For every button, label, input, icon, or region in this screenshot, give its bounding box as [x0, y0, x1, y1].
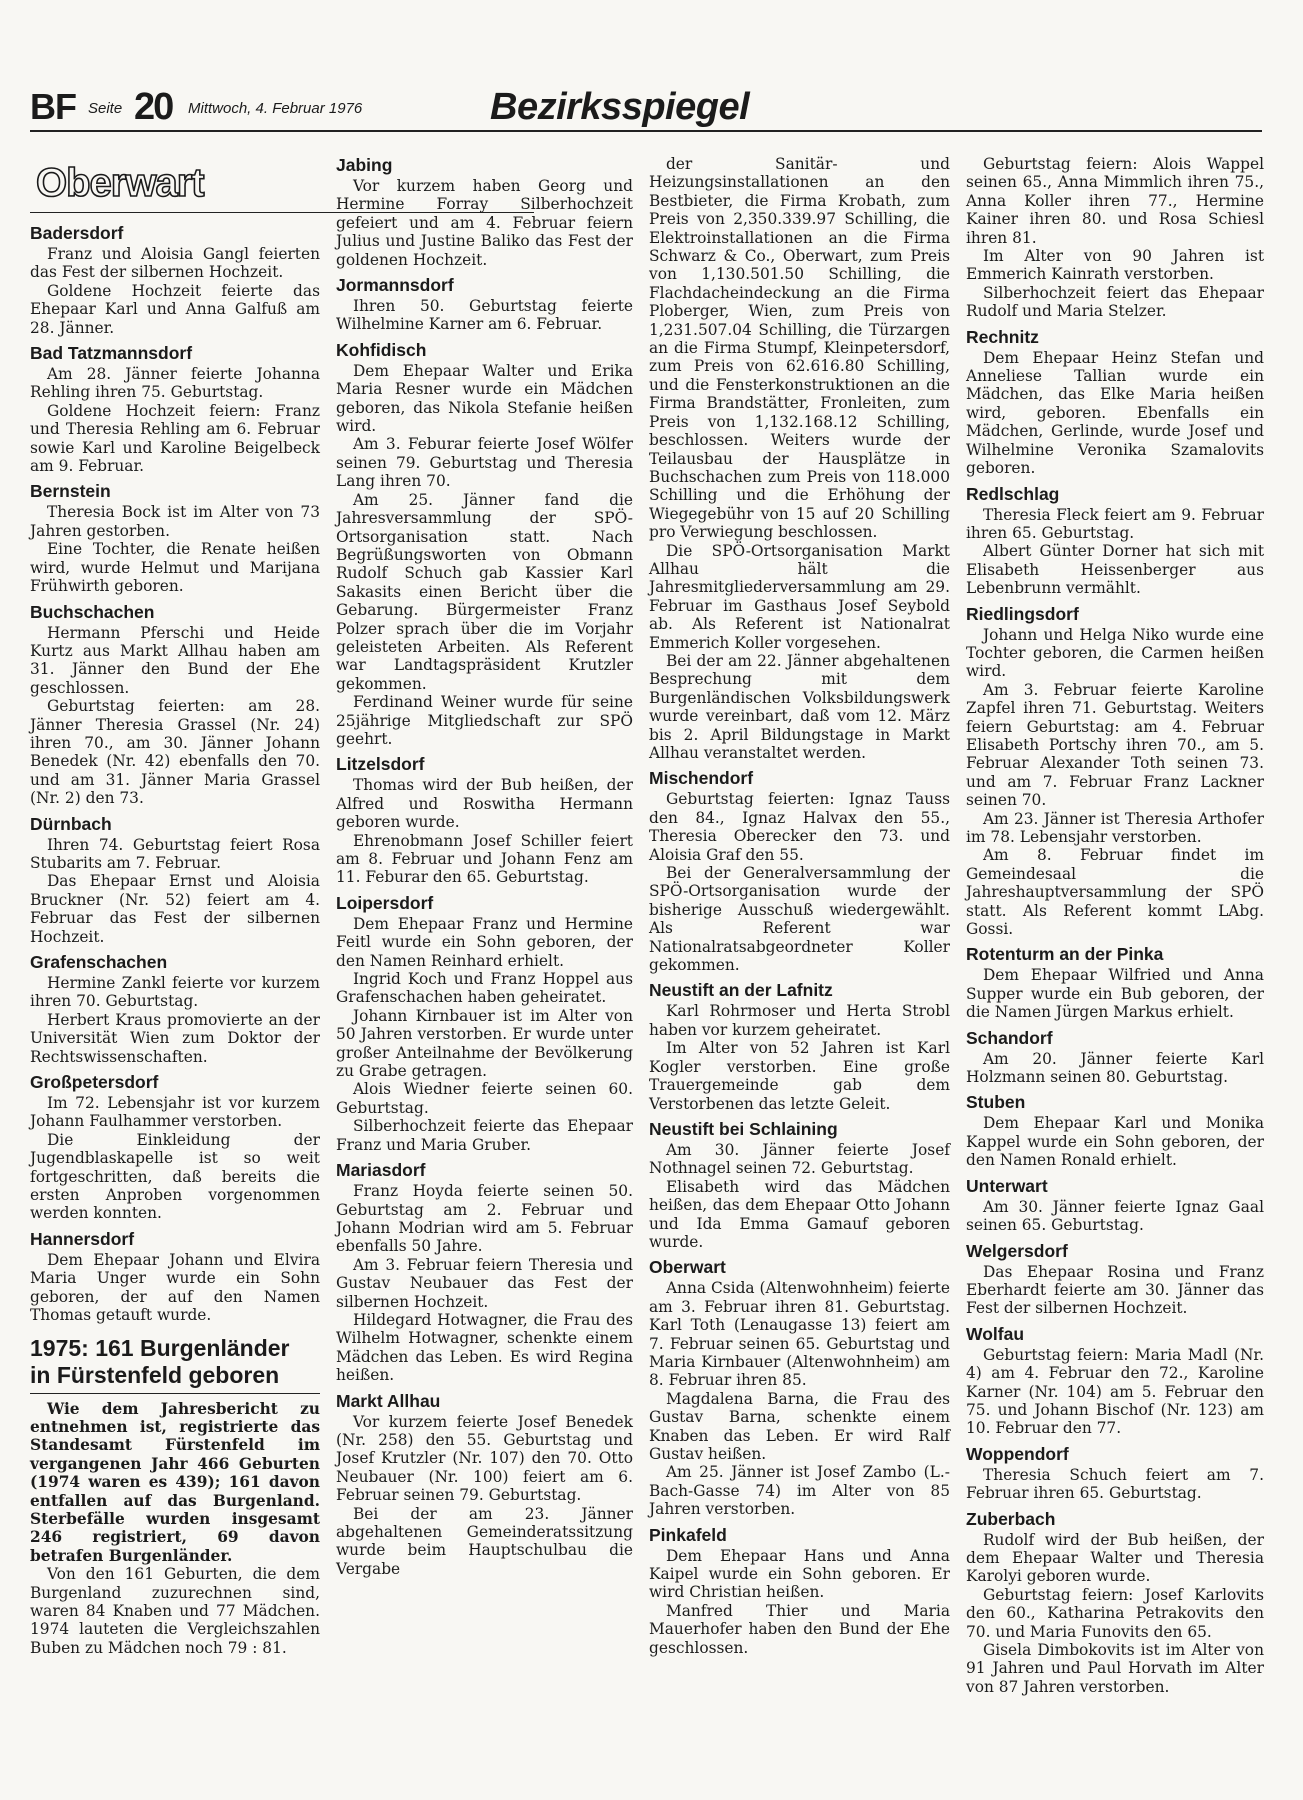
news-paragraph: Am 20. Jänner feierte Karl Holzmann seinen 80. Geburtstag.: [966, 1049, 1264, 1087]
column-4: [966, 155, 1264, 1702]
news-paragraph: Geburtstag feiern: Josef Karlovits den 60., Katharina Petrakovits den 70. und Maria Funovits den 65.: [966, 1585, 1264, 1641]
town-heading: Pinkafeld: [649, 1524, 727, 1545]
news-paragraph: Ihren 74. Geburtstag feiert Rosa Stubarits am 7. Februar.: [30, 835, 320, 872]
feature-title-line2: in Fürstenfeld geboren: [30, 1361, 280, 1388]
news-paragraph: Im 72. Lebensjahr ist vor kurzem Johann Faulhammer verstorben.: [30, 1094, 320, 1131]
news-paragraph: Vor kurzem feierte Josef Benedek (Nr. 258) den 55. Geburtstag und Josef Krutzler (Nr. 107) den 70. Otto Neubauer (Nr. 100) feiert am 6. Februar seinen 79. Geburtstag.: [336, 1412, 633, 1505]
news-paragraph: Geburtstag feiern: Maria Madl (Nr. 4) am 4. Februar den 72., Karoline Karner (Nr. 104) am 5. Februar den 75. und Johann Bischof (Nr. 123) am 10. Februar den 77.: [966, 1345, 1264, 1438]
news-item: [649, 155, 950, 762]
news-paragraph: Bei der am 23. Jänner abgehaltenen Gemeinderatssitzung wurde beim Hauptschulbau die Vergabe: [336, 1504, 633, 1578]
column-2: [336, 155, 633, 1584]
news-paragraph: Bei der Generalversammlung der SPÖ-Ortsorganisation wurde der bisherige Ausschuß wiedergewählt. Als Referent war Nationalratsabgeordneter Koller gekommen.: [649, 864, 950, 975]
news-item: [966, 155, 1264, 321]
feature-divider: [30, 1393, 320, 1394]
page-number: 20: [134, 86, 173, 128]
town-heading: Riedlingsdorf: [966, 603, 1079, 624]
town-heading: Bernstein: [30, 481, 111, 502]
town-heading: Oberwart: [649, 1257, 726, 1278]
town-heading: Grafenschachen: [30, 952, 168, 972]
news-paragraph: Herbert Kraus promovierte an der Universität Wien zum Doktor der Rechtswissenschaften.: [30, 1010, 320, 1066]
news-paragraph: Im Alter von 52 Jahren ist Karl Kogler verstorben. Eine große Trauergemeinde gab dem Verstorbenen das letzte Geleit.: [649, 1039, 950, 1113]
town-heading: Rechnitz: [966, 326, 1039, 347]
news-item: [649, 1525, 950, 1657]
news-paragraph: Die Einkleidung der Jugendblaskapelle ist so weit fortgeschritten, daß bereits die ersten Anproben vorgenommen werden konnten.: [30, 1130, 320, 1223]
page-label: Seite: [88, 100, 123, 117]
news-item: [336, 275, 633, 334]
news-item: [966, 1028, 1264, 1087]
news-paragraph: Alois Wiedner feierte seinen 60. Geburtstag.: [336, 1080, 633, 1117]
news-item: [30, 481, 320, 595]
news-paragraph: Am 3. Februar feiern Theresia und Gustav Neubauer das Fest der silbernen Hochzeit.: [336, 1255, 633, 1311]
town-heading: Welgersdorf: [966, 1240, 1068, 1261]
news-item: [336, 155, 633, 269]
feature-lead: Wie dem Jahresbericht zu entnehmen ist, registrierte das Standesamt Fürstenfeld im vergangenen Jahr 466 Geburten (1974 waren es 439); 161 davon entfallen auf das Burgenland. Sterbefälle wurden insgesamt 246 registriert, 69 davon betrafen Burgenländer.: [30, 1399, 320, 1565]
town-heading: Neustift an der Lafnitz: [649, 980, 833, 1001]
news-paragraph: Geburtstag feiern: Alois Wappel seinen 65., Anna Mimmlich ihren 75., Anna Koller ihren 77., Hermine Kainer ihren 80. und Rosa Schiesl ihren 81.: [966, 155, 1264, 247]
news-paragraph: Johann Kirnbauer ist im Alter von 50 Jahren verstorben. Er wurde unter großer Anteilnahme der Bevölkerung zu Grabe getragen.: [336, 1006, 633, 1081]
town-heading: Litzelsdorf: [336, 754, 425, 775]
newspaper-logo: BF: [30, 86, 76, 127]
news-paragraph: Dem Ehepaar Johann und Elvira Maria Unger wurde ein Sohn geboren, der auf den Namen Thomas getauft wurde.: [30, 1250, 320, 1325]
news-item: [649, 768, 950, 974]
town-heading: Badersdorf: [30, 223, 124, 243]
news-paragraph: der Sanitär- und Heizungsinstallationen an den Bestbieter, die Firma Krobath, zum Preis von 2,350.339.97 Schilling, die Elektroinstallationen an die Firma Schwarz & Co., Oberwart, zum Preis von 1,130.501.50 Schilling, die Flachdacheindeckung an die Firma Ploberger, Wien, zum Preis von 1,231.507.04 Schilling, die Türzargen an die Firma Stumpf, Kleinpetersdorf, zum Preis von 62.616.80 Schilling, und die Fensterkonstruktionen an die Firma Brandstätter, Fronleiten, zum Preis von 1,132.168.12 Schilling, beschlossen. Weiters wurde der Teilausbau der Hausplätze in Buchschachen zum Preis von 118.000 Schilling und die Erhöhung der Wiegegebühr von 15 auf 20 Schilling pro Verwiegung beschlossen.: [649, 155, 950, 542]
news-paragraph: Das Ehepaar Rosina und Franz Eberhardt feierte am 30. Jänner das Fest der silbernen Hochzeit.: [966, 1262, 1264, 1318]
news-item: [336, 893, 633, 1154]
news-paragraph: Goldene Hochzeit feiern: Franz und Theresia Rehling am 6. Februar sowie Karl und Karoline Beigelbeck am 9. Februar.: [30, 401, 320, 476]
town-heading: Loipersdorf: [336, 892, 434, 913]
news-item: [649, 980, 950, 1112]
masthead: [30, 86, 1262, 132]
town-heading: Buchschachen: [30, 601, 155, 622]
news-item: [336, 340, 633, 749]
town-heading: Wolfau: [966, 1323, 1025, 1344]
news-paragraph: Ihren 50. Geburtstag feierte Wilhelmine Karner am 6. Februar.: [336, 297, 633, 334]
news-paragraph: Vor kurzem haben Georg und Hermine Forray Silberhochzeit gefeiert und am 4. Februar feiern Julius und Justine Baliko das Fest der goldenen Hochzeit.: [336, 177, 633, 269]
news-paragraph: Am 25. Jänner ist Josef Zambo (L.-Bach-Gasse 74) im Alter von 85 Jahren verstorben.: [649, 1463, 950, 1519]
town-heading: Schandorf: [966, 1027, 1053, 1048]
news-paragraph: Theresia Bock ist im Alter von 73 Jahren gestorben.: [30, 503, 320, 540]
news-paragraph: Hildegard Hotwagner, die Frau des Wilhelm Hotwagner, schenkte einem Mädchen das Leben. Es wird Regina heißen.: [336, 1310, 633, 1385]
town-heading: Jabing: [336, 155, 393, 175]
news-item: [30, 343, 320, 475]
town-heading: Markt Allhau: [336, 1390, 441, 1411]
news-paragraph: Geburtstag feierten: am 28. Jänner Theresia Grassel (Nr. 24) ihren 70., am 30. Jänner Johann Benedek (Nr. 42) ebenfalls den 70. und am 31. Jänner Maria Grassel (Nr. 2) den 73.: [30, 697, 320, 808]
town-heading: Bad Tatzmannsdorf: [30, 343, 193, 364]
town-heading: Stuben: [966, 1092, 1026, 1113]
town-heading: Redlschlag: [966, 483, 1060, 504]
column-1: [30, 160, 320, 1657]
news-paragraph: Dem Ehepaar Heinz Stefan und Anneliese Tallian wurde ein Mädchen, das Elke Maria heißen wird, geboren. Ebenfalls ein Mädchen, Gerlinde, wurde Josef und Wilhelmine Veronika Szamalovits geboren.: [966, 348, 1264, 478]
town-heading: Großpetersdorf: [30, 1072, 159, 1093]
news-item: [966, 944, 1264, 1021]
news-paragraph: Albert Günter Dorner hat sich mit Elisabeth Heissenberger aus Lebenbrunn vermählt.: [966, 542, 1264, 598]
news-paragraph: Dem Ehepaar Walter und Erika Maria Resner wurde ein Mädchen geboren, das Nikola Stefanie heißen wird.: [336, 361, 633, 436]
news-item: [30, 1072, 320, 1223]
news-item: [966, 1092, 1264, 1169]
news-paragraph: Manfred Thier und Maria Mauerhofer haben den Bund der Ehe geschlossen.: [649, 1601, 950, 1657]
news-paragraph: Das Ehepaar Ernst und Aloisia Bruckner (Nr. 52) feiert am 4. Februar das Fest der silbernen Hochzeit.: [30, 872, 320, 946]
news-item: [966, 327, 1264, 478]
news-paragraph: Thomas wird der Bub heißen, der Alfred und Roswitha Hermann geboren wurde.: [336, 776, 633, 832]
news-paragraph: Am 28. Jänner feierte Johanna Rehling ihren 75. Geburtstag.: [30, 365, 320, 402]
column-3: [649, 155, 950, 1663]
column-1-body: [30, 223, 320, 1325]
news-paragraph: Anna Csida (Altenwohnheim) feierte am 3. Februar ihren 81. Geburtstag. Karl Toth (Lenaugasse 13) feiert am 7. Februar seinen 65. Geburtstag und Maria Kirnbauer (Altenwohnheim) am 8. Februar ihren 85.: [649, 1279, 950, 1390]
news-paragraph: Am 3. Feburar feierte Josef Wölfer seinen 79. Geburtstag und Theresia Lang ihren 70.: [336, 435, 633, 491]
town-heading: Mischendorf: [649, 768, 754, 789]
issue-date: Mittwoch, 4. Februar 1976: [188, 100, 363, 117]
news-item: [966, 604, 1264, 939]
news-paragraph: Dem Ehepaar Wilfried und Anna Supper wurde ein Bub geboren, der die Namen Jürgen Markus erhielt.: [966, 966, 1264, 1022]
town-heading: Unterwart: [966, 1175, 1048, 1196]
news-item: [30, 952, 320, 1066]
news-paragraph: Dem Ehepaar Hans und Anna Kaipel wurde ein Sohn geboren. Er wird Christian heißen.: [649, 1546, 950, 1602]
news-item: [336, 1391, 633, 1579]
town-heading: Woppendorf: [966, 1443, 1069, 1464]
news-paragraph: Elisabeth wird das Mädchen heißen, das dem Ehepaar Otto Johann und Ida Emma Gamauf geboren wurde.: [649, 1177, 950, 1251]
news-paragraph: Hermann Pferschi und Heide Kurtz aus Markt Allhau haben am 31. Jänner den Bund der Ehe geschlossen.: [30, 623, 320, 697]
news-paragraph: Franz Hoyda feierte seinen 50. Geburtstag am 2. Februar und Johann Modrian wird am 5. Februar ebenfalls 50 Jahre.: [336, 1182, 633, 1256]
news-paragraph: Geburtstag feierten: Ignaz Tauss den 84., Ignaz Halvax den 55., Theresia Oberecker den 73. und Aloisia Graf den 55.: [649, 790, 950, 864]
news-paragraph: Eine Tochter, die Renate heißen wird, wurde Helmut und Marijana Frühwirth geboren.: [30, 540, 320, 596]
news-paragraph: Johann und Helga Niko wurde eine Tochter geboren, die Carmen heißen wird.: [966, 625, 1264, 681]
town-heading: Mariasdorf: [336, 1160, 426, 1181]
news-paragraph: Am 8. Februar findet im Gemeindesaal die Jahreshauptversammlung der SPÖ statt. Als Referent kommt LAbg. Gossi.: [966, 846, 1264, 939]
town-heading: Rotenturm an der Pinka: [966, 944, 1164, 965]
news-item: [30, 814, 320, 946]
news-item: [30, 602, 320, 808]
news-item: [30, 223, 320, 337]
news-paragraph: Am 25. Jänner fand die Jahresversammlung der SPÖ-Ortsorganisation statt. Nach Begrüßungsworten von Obmann Rudolf Schuch gab Kassier Karl Sakasits einen Bericht über die Gebarung. Bürgermeister Franz Polzer sprach über die im Vorjahr geleisteten Arbeiten. Als Referent war Landtagspräsident Krutzler gekommen.: [336, 490, 633, 693]
news-paragraph: Am 30. Jänner feierte Josef Nothnagel seinen 72. Geburtstag.: [649, 1140, 950, 1178]
town-heading: Kohfidisch: [336, 339, 427, 360]
news-item: [966, 1444, 1264, 1503]
news-paragraph: Die SPÖ-Ortsorganisation Markt Allhau hält die Jahresmitgliederversammlung am 29. Februar im Gasthaus Josef Seybold ab. Als Referent ist Nationalrat Emmerich Koller vorgesehen.: [649, 541, 950, 652]
news-item: [336, 1160, 633, 1384]
news-item: [966, 1241, 1264, 1318]
news-paragraph: Am 23. Jänner ist Theresia Arthofer im 78. Lebensjahr verstorben.: [966, 809, 1264, 846]
news-paragraph: Goldene Hochzeit feierte das Ehepaar Karl und Anna Galfuß am 28. Jänner.: [30, 281, 320, 337]
news-paragraph: Magdalena Barna, die Frau des Gustav Barna, schenkte einem Knaben das Leben. Er wird Ralf Gustav heißen.: [649, 1389, 950, 1463]
news-paragraph: Dem Ehepaar Franz und Hermine Feitl wurde ein Sohn geboren, der den Namen Reinhard erhielt.: [336, 914, 633, 970]
news-paragraph: Bei der am 22. Jänner abgehaltenen Besprechung mit dem Burgenländischen Volksbildungswerk wurde vereinbart, daß vom 12. März bis 2. April Bildungstage in Markt Allhau veranstaltet werden.: [649, 651, 950, 762]
news-item: [649, 1119, 950, 1251]
news-paragraph: Gisela Dimbokovits ist im Alter von 91 Jahren und Paul Horvath im Alter von 87 Jahren verstorben.: [966, 1641, 1264, 1696]
feature-body: Von den 161 Geburten, die dem Burgenland zuzurechnen sind, waren 84 Knaben und 77 Mädchen. 1974 lauteten die Vergleichszahlen Buben zu Mädchen noch 79 : 81.: [30, 1565, 320, 1657]
news-paragraph: Hermine Zankl feierte vor kurzem ihren 70. Geburtstag.: [30, 974, 320, 1011]
news-paragraph: Silberhochzeit feiert das Ehepaar Rudolf und Maria Stelzer.: [966, 283, 1264, 321]
news-paragraph: Karl Rohrmoser und Herta Strobl haben vor kurzem geheiratet.: [649, 1002, 950, 1039]
news-item: [966, 1324, 1264, 1438]
news-item: [649, 1257, 950, 1518]
news-paragraph: Im Alter von 90 Jahren ist Emmerich Kainrath verstorben.: [966, 247, 1264, 284]
news-item: [966, 484, 1264, 598]
news-item: [336, 754, 633, 886]
news-paragraph: Theresia Fleck feiert am 9. Februar ihren 65. Geburtstag.: [966, 505, 1264, 542]
town-heading: Neustift bei Schlaining: [649, 1118, 838, 1139]
news-paragraph: Ingrid Koch und Franz Hoppel aus Grafenschachen haben geheiratet.: [336, 970, 633, 1007]
news-paragraph: Am 3. Februar feierte Karoline Zapfel ihren 71. Geburtstag. Weiters feiern Geburtstag: am 4. Februar Elisabeth Portschy ihren 70., am 5. Februar Alexander Toth seinen 73. und am 7. Februar Franz Lackner seinen 70.: [966, 680, 1264, 810]
feature-article: [30, 1335, 320, 1658]
feature-title-line1: 1975: 161 Burgenländer: [30, 1334, 290, 1361]
town-heading: Hannersdorf: [30, 1228, 135, 1249]
news-paragraph: Theresia Schuch feiert am 7. Februar ihren 65. Geburtstag.: [966, 1465, 1264, 1503]
news-paragraph: Ehrenobmann Josef Schiller feiert am 8. Februar und Johann Fenz am 11. Feburar den 65. Geburtstag.: [336, 831, 633, 887]
news-paragraph: Ferdinand Weiner wurde für seine 25jährige Mitgliedschaft zur SPÖ geehrt.: [336, 693, 633, 748]
news-paragraph: Silberhochzeit feierte das Ehepaar Franz und Maria Gruber.: [336, 1117, 633, 1154]
news-paragraph: Am 30. Jänner feierte Ignaz Gaal seinen 65. Geburtstag.: [966, 1197, 1264, 1235]
news-item: [966, 1176, 1264, 1235]
section-title: Bezirksspiegel: [490, 86, 750, 128]
news-paragraph: Rudolf wird der Bub heißen, der dem Ehepaar Walter und Theresia Karolyi geboren wurde.: [966, 1530, 1264, 1586]
news-item: [30, 1229, 320, 1325]
news-paragraph: Dem Ehepaar Karl und Monika Kappel wurde ein Sohn geboren, der den Namen Ronald erhielt.: [966, 1114, 1264, 1170]
town-heading: Jormannsdorf: [336, 275, 454, 296]
town-heading: Zuberbach: [966, 1508, 1056, 1529]
news-paragraph: Franz und Aloisia Gangl feierten das Fest der silbernen Hochzeit.: [30, 245, 320, 282]
news-item: [966, 1509, 1264, 1697]
region-kicker: Oberwart: [36, 161, 204, 205]
town-heading: Dürnbach: [30, 813, 112, 834]
